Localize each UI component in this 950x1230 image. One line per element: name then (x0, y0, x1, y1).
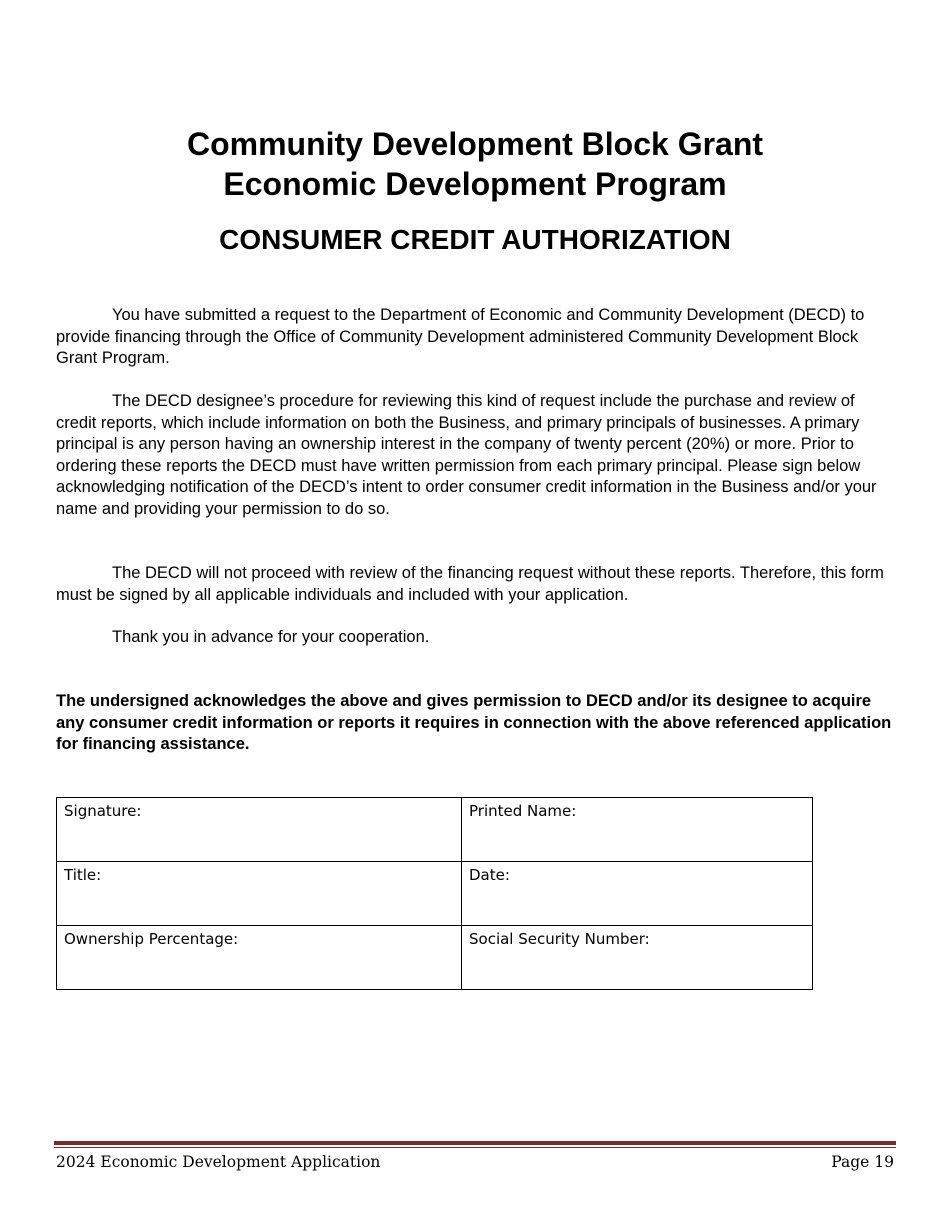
title-line-2: Economic Development Program (223, 166, 727, 202)
printed-name-field[interactable]: Printed Name: (462, 798, 813, 862)
thanks-paragraph: Thank you in advance for your cooperation. (112, 628, 430, 646)
table-row (57, 862, 813, 926)
signature-field[interactable]: Signature: (57, 798, 462, 862)
table-row (57, 798, 813, 862)
signature-table (56, 797, 813, 990)
title-field[interactable]: Title: (57, 862, 462, 926)
footer-divider (54, 1141, 896, 1145)
footer-page-number: Page 19 (831, 1153, 894, 1171)
table-row (57, 926, 813, 990)
form-subtitle: CONSUMER CREDIT AUTHORIZATION (219, 224, 731, 255)
date-field[interactable]: Date: (462, 862, 813, 926)
acknowledgement-paragraph: The undersigned acknowledges the above and gives permission to DECD and/or its designee to acquire any consumer credit information or reports it requires in connection with the above referenced application for financing assistance. (56, 692, 892, 753)
title-line-1: Community Development Block Grant (186, 126, 764, 162)
requirement-paragraph: The DECD will not proceed with review of the financing request without these reports. Therefore, this form must be signed by all applicable individuals and included with your application. (56, 564, 884, 604)
procedure-paragraph: The DECD designee’s procedure for reviewing this kind of request include the purchase and review of credit reports, which include information on both the Business, and primary principals of businesses. A primary principal is any person having an ownership interest in the company of twenty percent (20%) or more. Prior to ordering these reports the DECD must have written permission from each primary principal. Please sign below acknowledging notification of the DECD’s intent to order consumer credit information in the Business and/or your name and providing your permission to do so. (56, 392, 877, 518)
footer-divider-thin (54, 1147, 896, 1148)
footer-document-name: 2024 Economic Development Application (56, 1153, 381, 1171)
ssn-field[interactable]: Social Security Number: (462, 926, 813, 990)
ownership-percentage-field[interactable]: Ownership Percentage: (57, 926, 462, 990)
intro-paragraph: You have submitted a request to the Department of Economic and Community Development (DECD) to provide financing through the Office of Community Development administered Community Development Block Grant Program. (56, 306, 865, 367)
document-title (0, 124, 950, 204)
